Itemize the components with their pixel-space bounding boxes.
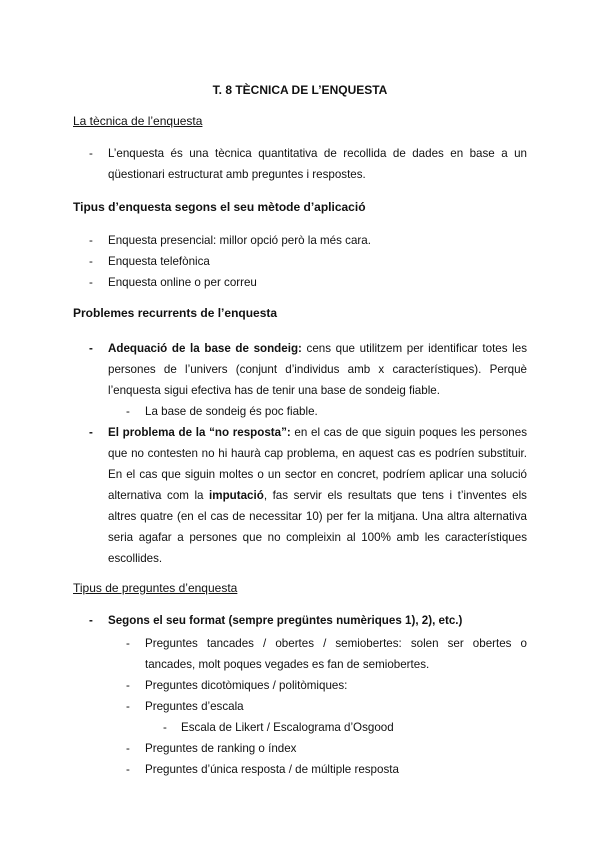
list-item-online: Enquesta online o per correu bbox=[108, 276, 257, 289]
bullet-dash: - bbox=[126, 679, 130, 692]
bullet-dash: - bbox=[89, 426, 93, 439]
bullet-dash: - bbox=[89, 234, 93, 247]
sub-item-tancades: Preguntes tancades / obertes / semiobertes: solen ser obertes o tancades, molt poques vegades es fan de semiobertes. bbox=[145, 637, 527, 671]
section-heading-types: Tipus d’enquesta segons el seu mètode d’aplicació bbox=[73, 200, 366, 214]
term-bold: Adequació de la base de sondeig: bbox=[108, 342, 302, 355]
sub-item-escala: Preguntes d’escala bbox=[145, 700, 244, 713]
list-item-format: Segons el seu format (sempre pregüntes numèriques 1), 2), etc.) bbox=[108, 614, 463, 627]
bullet-dash: - bbox=[126, 742, 130, 755]
sub-item-dicotomiques: Preguntes dicotòmiques / politòmiques: bbox=[145, 679, 348, 692]
section-heading-technique: La tècnica de l’enquesta bbox=[73, 114, 203, 128]
term-text: cens que utilitzem per identificar totes les persones de l’univers (conjunt d’individus amb x característiques). Perquè l’enquesta sigui efectiva has de tenir una base de sondeig fiable. bbox=[108, 342, 527, 397]
bullet-dash: - bbox=[126, 763, 130, 776]
sub-item-resposta: Preguntes d’única resposta / de múltiple resposta bbox=[145, 763, 399, 776]
bullet-dash: - bbox=[163, 721, 167, 734]
bullet-dash: - bbox=[126, 700, 130, 713]
bullet-dash: - bbox=[89, 276, 93, 289]
list-item-definition: L’enquesta és una tècnica quantitativa de recollida de dades en base a un qüestionari estructurat amb preguntes i respostes. bbox=[108, 147, 527, 181]
section-heading-problems: Problemes recurrents de l’enquesta bbox=[73, 306, 278, 320]
term-text: , fas servir els resultats que tens i t’inventes els altres quatre (en el cas de necessitar 10) per fer la mitjana. Una altra alternativa seria agafar a persones que no compleixin al 100% amb les característiques escollides. bbox=[108, 489, 527, 565]
bullet-dash: - bbox=[89, 255, 93, 268]
list-item-no-resposta bbox=[108, 422, 527, 569]
sub-item-base-fiable: La base de sondeig és poc fiable. bbox=[145, 405, 318, 418]
term-text: en el cas de que siguin poques les persones que no contesten no hi haurà cap problema, en aquest cas es podríen substituir. En el cas que siguin moltes o un sector en concret, podríem aplicar una solució alternativa com la bbox=[108, 426, 527, 502]
list-item-presencial: Enquesta presencial: millor opció però la més cara. bbox=[108, 234, 371, 247]
bullet-dash: - bbox=[126, 637, 130, 650]
page-title: T. 8 TÈCNICA DE L’ENQUESTA bbox=[212, 83, 388, 97]
section-heading-questions: Tipus de preguntes d’enquesta bbox=[73, 581, 238, 595]
sub-item-ranking: Preguntes de ranking o índex bbox=[145, 742, 297, 755]
bullet-dash: - bbox=[126, 405, 130, 418]
term-bold: El problema de la “no resposta”: bbox=[108, 426, 291, 439]
list-item-base-sondeig bbox=[108, 338, 527, 401]
sub-sub-item-likert: Escala de Likert / Escalograma d’Osgood bbox=[181, 721, 394, 734]
term-bold-imputacio: imputació bbox=[209, 489, 264, 502]
bullet-dash: - bbox=[89, 614, 93, 627]
list-item-telefonica: Enquesta telefònica bbox=[108, 255, 210, 268]
bullet-dash: - bbox=[89, 342, 93, 355]
bullet-dash: - bbox=[89, 147, 93, 160]
